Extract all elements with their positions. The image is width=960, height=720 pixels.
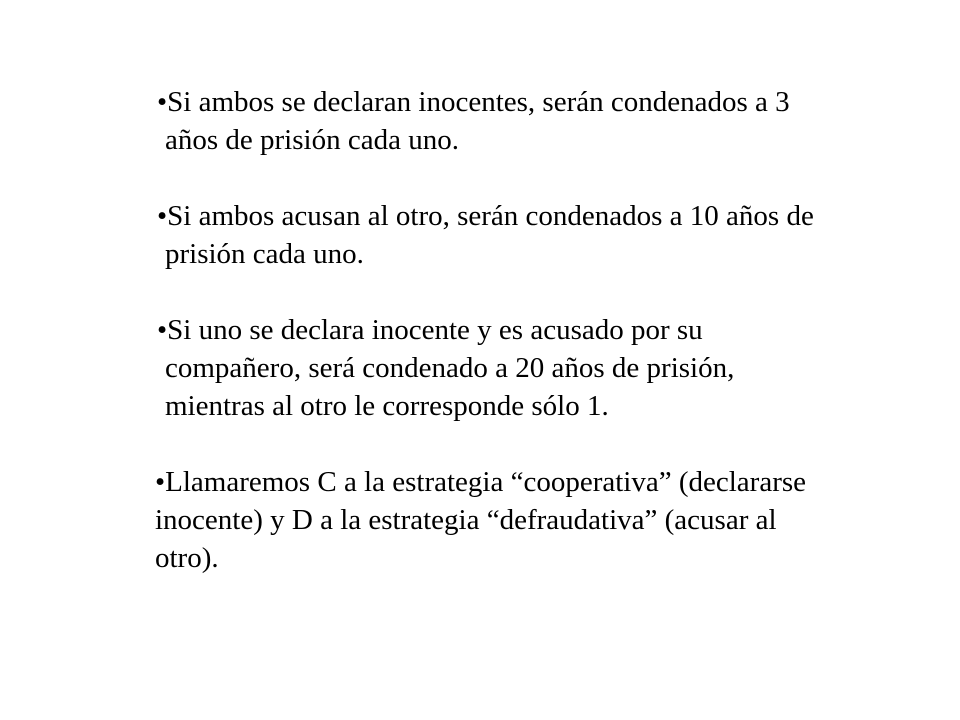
bullet-item-one-innocent	[157, 311, 734, 425]
bullet-line: inocente) y D a la estrategia “defraudativa” (acusar al	[155, 504, 777, 536]
bullet-item-both-innocent	[157, 83, 790, 159]
bullet-line: mientras al otro le corresponde sólo 1.	[165, 390, 609, 422]
bullet-line: años de prisión cada uno.	[165, 124, 459, 156]
bullet-line: •Si uno se declara inocente y es acusado por su	[157, 314, 703, 346]
bullet-line: •Llamaremos C a la estrategia “cooperativa” (declararse	[155, 466, 807, 498]
bullet-line: compañero, será condenado a 20 años de prisión,	[165, 352, 735, 384]
bullet-line: •Si ambos se declaran inocentes, serán condenados a 3	[157, 86, 790, 118]
bullet-item-strategy-definition	[155, 463, 806, 577]
bullet-line: •Si ambos acusan al otro, serán condenados a 10 años de	[157, 200, 814, 232]
bullet-line: otro).	[155, 542, 219, 574]
bullet-item-both-accuse	[157, 197, 814, 273]
bullet-line: prisión cada uno.	[165, 238, 364, 270]
